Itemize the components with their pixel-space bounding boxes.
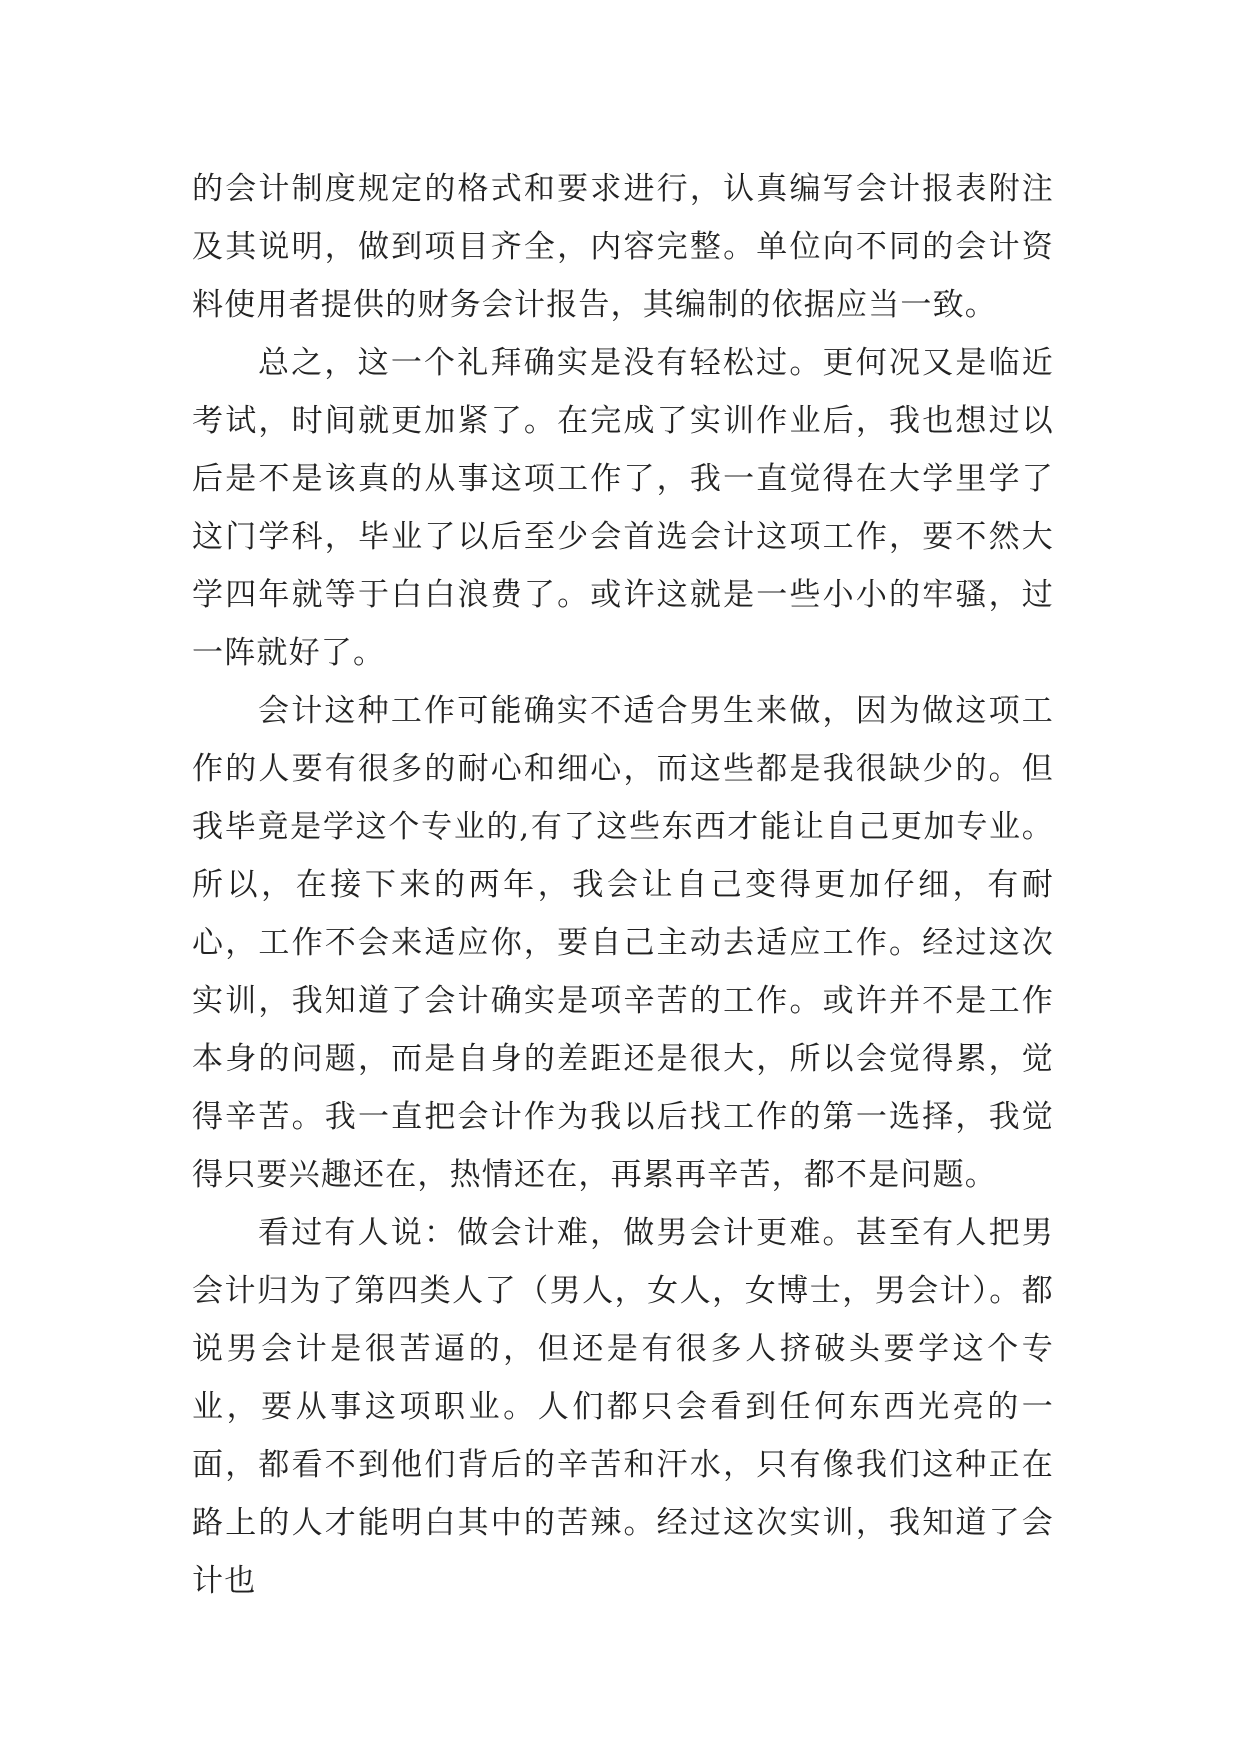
paragraph-summary: 总之，这一个礼拜确实是没有轻松过。更何况又是临近考试，时间就更加紧了。在完成了实训作业后，我也想过以后是不是该真的从事这项工作了，我一直觉得在大学里学了这门学科，毕业了以后至少会首选会计这项工作，要不然大学四年就等于白白浪费了。或许这就是一些小小的牢骚，过一阵就好了。 xyxy=(192,345,1054,671)
paragraph-continuation: 的会计制度规定的格式和要求进行，认真编写会计报表附注及其说明，做到项目齐全，内容完整。单位向不同的会计资料使用者提供的财务会计报告，其编制的依据应当一致。 xyxy=(192,171,1054,323)
paragraph-male-accountant: 看过有人说：做会计难，做男会计更难。甚至有人把男会计归为了第四类人了（男人，女人，女博士，男会计）。都说男会计是很苦逼的，但还是有很多人挤破头要学这个专业，要从事这项职业。人们都只会看到任何东西光亮的一面，都看不到他们背后的辛苦和汗水，只有像我们这种正在路上的人才能明白其中的苦辣。经过这次实训，我知道了会计也 xyxy=(192,1215,1054,1599)
paragraph-reflection: 会计这种工作可能确实不适合男生来做，因为做这项工作的人要有很多的耐心和细心，而这些都是我很缺少的。但我毕竟是学这个专业的,有了这些东西才能让自己更加专业。所以，在接下来的两年，我会让自己变得更加仔细，有耐心，工作不会来适应你，要自己主动去适应工作。经过这次实训，我知道了会计确实是项辛苦的工作。或许并不是工作本身的问题，而是自身的差距还是很大，所以会觉得累，觉得辛苦。我一直把会计作为我以后找工作的第一选择，我觉得只要兴趣还在，热情还在，再累再辛苦，都不是问题。 xyxy=(192,693,1054,1193)
document-body xyxy=(192,160,1054,1610)
